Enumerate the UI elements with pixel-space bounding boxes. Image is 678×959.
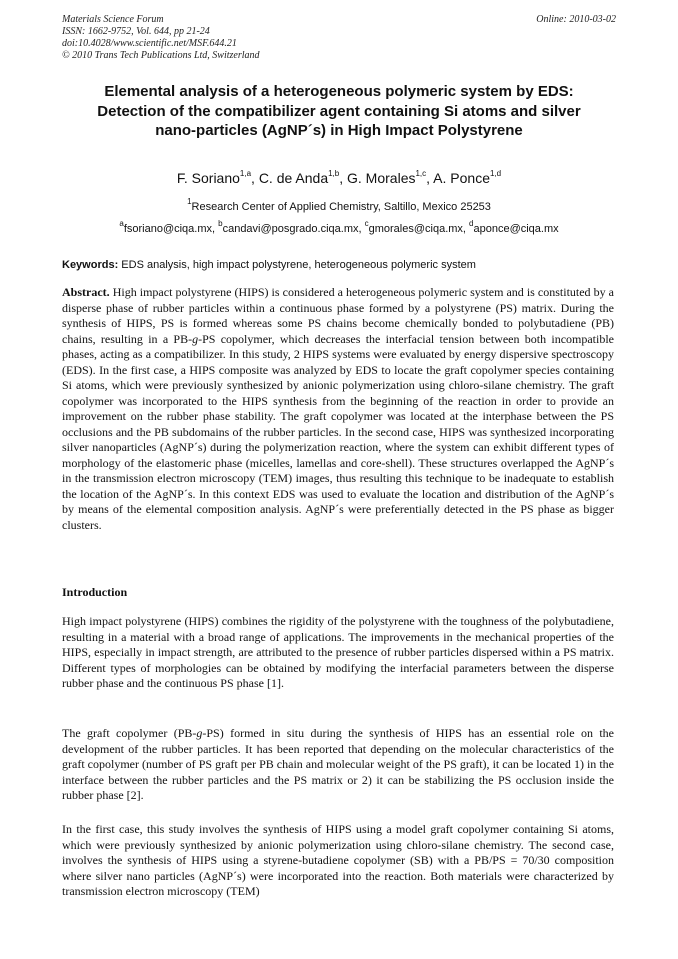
email-link[interactable]: candavi@posgrado.ciqa.mx, — [222, 223, 365, 235]
journal-issn: ISSN: 1662-9752, Vol. 644, pp 21-24 — [62, 26, 210, 37]
body-paragraph — [62, 726, 614, 804]
author-affil-sup: 1,a — [239, 169, 252, 179]
author-affil-sup: 1,b — [328, 169, 340, 179]
paragraph-text: The graft copolymer (PB- — [62, 726, 197, 740]
journal-header — [62, 14, 260, 62]
section-heading-introduction: Introduction — [62, 585, 128, 599]
title-line: nano-particles (AgNP´s) in High Impact Polystyrene — [155, 122, 523, 139]
abstract — [62, 285, 614, 533]
paper-title — [62, 82, 616, 141]
title-line: Detection of the compatibilizer agent containing Si atoms and silver — [97, 102, 581, 120]
author-list — [62, 169, 616, 187]
affiliation-text: Research Center of Applied Chemistry, Saltillo, Mexico 25253 — [191, 201, 491, 213]
email-link[interactable]: gmorales@ciqa.mx, — [368, 223, 470, 235]
title-line: Elemental analysis of a heterogeneous polymeric system by EDS: — [104, 83, 574, 100]
author-name: , C. de Anda — [251, 170, 329, 186]
email-link[interactable]: fsoriano@ciqa.mx, — [123, 223, 219, 235]
keywords-label: Keywords: — [62, 259, 119, 271]
abstract-italic-g: g — [192, 331, 199, 346]
author-affil-sup: 1,d — [489, 169, 502, 179]
email-sup: c — [364, 219, 369, 229]
keywords-text: EDS analysis, high impact polystyrene, heterogeneous polymeric system — [118, 259, 476, 271]
journal-name: Materials Science Forum — [62, 14, 164, 25]
author-name: , A. Ponce — [426, 170, 490, 186]
email-sup: a — [119, 219, 124, 229]
body-paragraph: High impact polystyrene (HIPS) combines the rigidity of the polystyrene with the toughness of the polybutadiene, resulting in a material with a broad range of applications. The improvements in the mechanical properties of the HIPS, especially in impact strength, are attributed to the presence of rubber particles dispersed within a PS matrix. Different types of morphologies can be obtained by modifying the interfacial parameters between the disperse rubber phase and the continuous PS phase [1]. — [62, 614, 614, 690]
author-emails — [62, 219, 616, 236]
author-name: , G. Morales — [339, 170, 416, 186]
email-link[interactable]: aponce@ciqa.mx — [473, 223, 559, 235]
affiliation — [62, 197, 616, 214]
keywords — [62, 258, 616, 272]
author-affil-sup: 1,c — [415, 169, 427, 179]
paragraph-italic-g: g — [196, 726, 203, 740]
paragraph-text: -PS) formed in situ during the synthesis of HIPS has an essential role on the development of the rubber particles. It has been reported that depending on the molecular characteristics of the graft copolymer (number of PS graft per PB chain and molecular weight of the PS graft), it can be located 1) in the interface between the rubber particles and the PS matrix or 2) it can be stabilizing the PS occlusion inside the rubber phase [2]. — [62, 726, 615, 802]
abstract-text: High impact polystyrene (HIPS) is considered a heterogeneous polymeric system and is constituted by a disperse phase of rubber particles within a continuous phase formed by a polystyrene (PS) matrix. During the synthesis of HIPS, PS is formed whereas some PS chains become chemically bonded to polybutadiene (PB) chains, resulting in a PB- — [62, 285, 614, 346]
email-sup: d — [469, 219, 474, 229]
journal-copyright: © 2010 Trans Tech Publications Ltd, Switzerland — [62, 50, 260, 61]
journal-doi[interactable]: doi:10.4028/www.scientific.net/MSF.644.21 — [62, 38, 237, 49]
abstract-text: -PS copolymer, which decreases the interfacial tension between both incompatible phases, acting as a compatibilizer. In this study, 2 HIPS systems were evaluated by energy dispersive spectroscopy (EDS). In the first case, a HIPS composite was analyzed by EDS to locate the graft copolymer species containing Si atoms, which were previously synthesized by anionic polymerization using chloro-silane chemistry. The graft copolymer was incorporated to the HIPS synthesis from the beginning of the reaction in order to provide an improvement on the rubber phase stability. The graft copolymer was located at the interphase between the PS occlusions and the PB subdomains of the rubber particles. In the second case, HIPS was synthesized incorporating silver nanoparticles (AgNP´s) during the polymerization reaction, where the system can exhibit different types of morphology of the elastomeric phase (micelles, lamellas and core-shell). These structures overlapped the AgNP´s in the transmission electron microscopy (TEM) images, thus resulting this technique to be inadequate to establish the location of the AgNP´s. In this context EDS was used to evaluate the location and distribution of the AgNP´s by means of the elemental composition analysis. AgNP´s were preferentially detected in the PS phase as bigger clusters. — [62, 331, 615, 532]
affiliation-sup: 1 — [187, 197, 192, 207]
abstract-label: Abstract. — [62, 285, 110, 299]
author-name: F. Soriano — [176, 170, 240, 186]
online-date: Online: 2010-03-02 — [536, 14, 616, 25]
body-paragraph: In the first case, this study involves the synthesis of HIPS using a model graft copolymer containing Si atoms, which were previously synthesized by anionic polymerization using chloro-silane chemistry. The second case, involves the synthesis of HIPS using a styrene-butadiene copolymer (SB) with a PB/PS = 70/30 composition where silver nano particles (AgNP´s) were incorporated into the reaction. Both materials were characterized by transmission electron microscopy (TEM) — [62, 822, 614, 898]
email-sup: b — [218, 219, 223, 229]
